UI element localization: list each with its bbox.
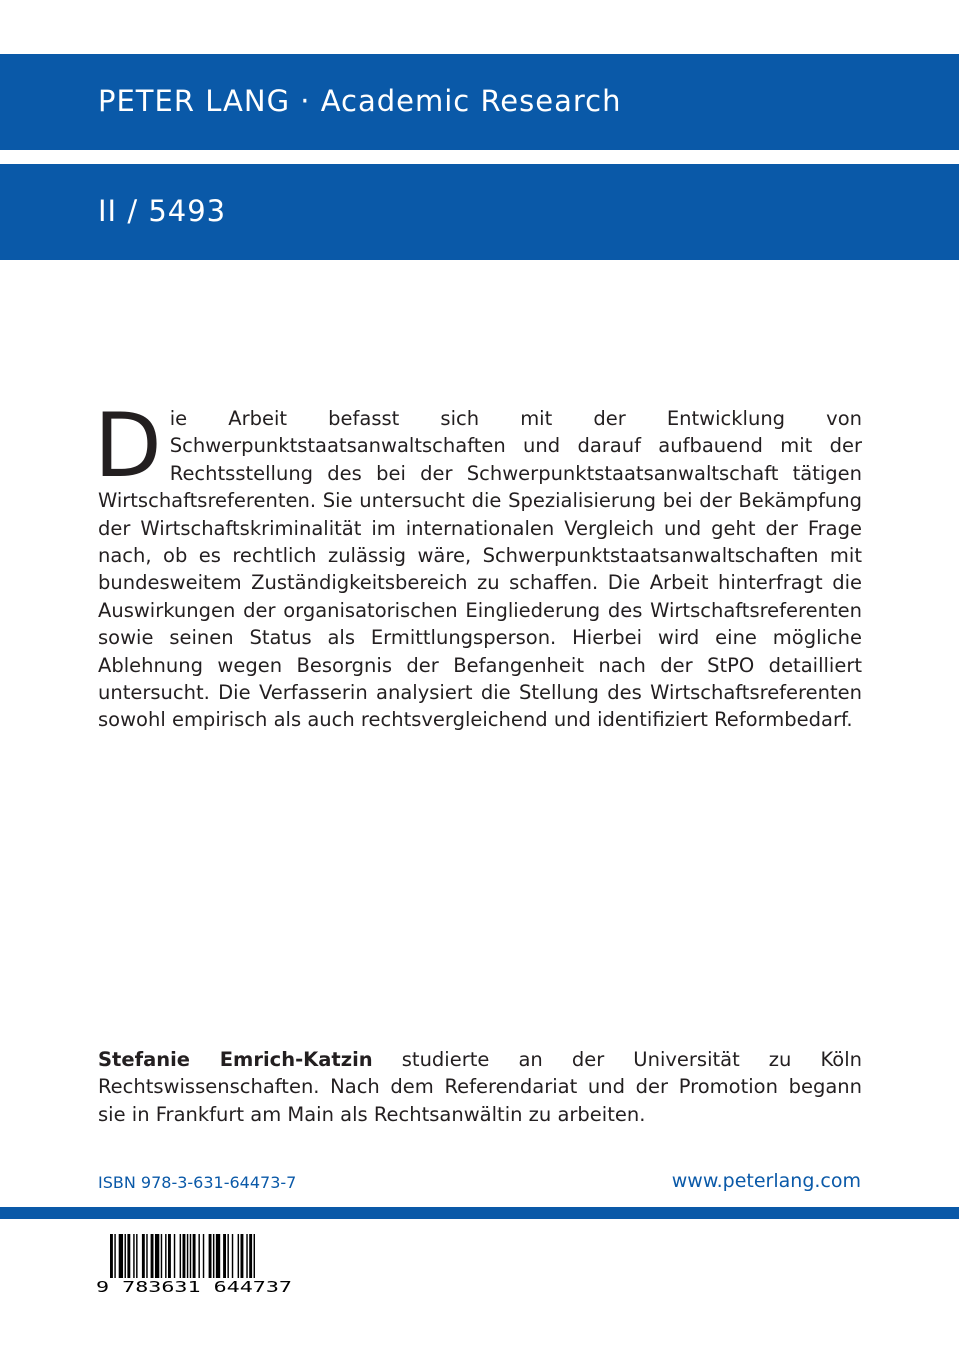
barcode-bar bbox=[161, 1234, 162, 1278]
barcode-bar bbox=[238, 1234, 239, 1278]
barcode-bar bbox=[249, 1234, 252, 1278]
series-title: PETER LANG · Academic Research bbox=[98, 84, 622, 118]
barcode-bar bbox=[168, 1234, 171, 1278]
barcode-bar bbox=[174, 1234, 175, 1278]
author-name: Stefanie Emrich-Katzin bbox=[98, 1048, 373, 1071]
barcode-bar bbox=[209, 1234, 212, 1278]
series-band bbox=[0, 54, 959, 150]
barcode-bar bbox=[232, 1234, 233, 1278]
barcode-bar bbox=[190, 1234, 191, 1278]
abstract-text bbox=[94, 394, 862, 734]
abstract-body: ie Arbeit befasst sich mit der Entwicklung von Schwerpunktstaatsanwaltschaften und darauf aufbauend mit der Rechtsstellung des bei der Schwerpunktstaatsanwaltschaft tätigen Wirtschaftsreferenten. Sie untersucht die Spezialisierung bei der Bekämpfung der Wirtschaftskriminalität im internationalen Vergleich und geht der Frage nach, ob es rechtlich zulässig wäre, Schwerpunktstaatsanwaltschaften mit bundesweitem Zuständigkeitsbereich zu schaffen. Die Arbeit hinterfragt die Auswirkungen der organisatorischen Eingliederung des Wirtschaftsreferenten sowie seinen Status als Ermittlungsperson. Hierbei wird eine mögliche Ablehnung wegen Besorgnis der Befangenheit nach der StPO detailliert untersucht. Die Verfasserin analysiert die Stellung des Wirtschaftsreferenten sowohl empirisch als auch rechtsvergleichend und identifiziert Reformbedarf. bbox=[98, 407, 862, 732]
isbn-label: ISBN 978-3-631-64473-7 bbox=[98, 1173, 297, 1192]
barcode-bar bbox=[146, 1234, 147, 1278]
website-link[interactable]: www.peterlang.com bbox=[671, 1170, 861, 1192]
barcode-bar bbox=[241, 1234, 244, 1278]
barcode-bar bbox=[180, 1234, 181, 1278]
barcode-bars bbox=[110, 1234, 255, 1278]
barcode-bar bbox=[114, 1234, 115, 1278]
bio-body: studierte an der Universität zu Köln Rechtswissenschaften. Nach dem Referendariat und der Promotion begann sie in Frankfurt am Main als Rechtsanwältin zu arbeiten. bbox=[98, 1048, 862, 1126]
barcode-bar bbox=[151, 1234, 154, 1278]
barcode-image bbox=[96, 1232, 296, 1296]
drop-cap: D bbox=[94, 394, 162, 497]
barcode-bar bbox=[213, 1234, 214, 1278]
barcode-digits: 9 783631 644737 bbox=[96, 1278, 292, 1296]
barcode-bar bbox=[227, 1234, 228, 1278]
barcode-bar bbox=[216, 1234, 220, 1278]
volume-band bbox=[0, 164, 959, 260]
barcode-bar bbox=[155, 1234, 159, 1278]
footer-rule bbox=[0, 1207, 959, 1219]
barcode-bar bbox=[110, 1234, 113, 1278]
barcode-bar bbox=[203, 1234, 204, 1278]
barcode-bar bbox=[246, 1234, 247, 1278]
barcode-bar bbox=[136, 1234, 137, 1278]
barcode-bar bbox=[127, 1234, 130, 1278]
barcode-bar bbox=[125, 1234, 126, 1278]
barcode-bar bbox=[165, 1234, 166, 1278]
volume-number: II / 5493 bbox=[98, 194, 227, 228]
author-bio bbox=[98, 1046, 862, 1128]
barcode-bar bbox=[142, 1234, 145, 1278]
barcode-bar bbox=[193, 1234, 196, 1278]
barcode-bar bbox=[133, 1234, 134, 1278]
barcode-bar bbox=[187, 1234, 188, 1278]
barcode-bar bbox=[183, 1234, 186, 1278]
barcode-bar bbox=[223, 1234, 226, 1278]
barcode-bar bbox=[198, 1234, 199, 1278]
barcode-bar bbox=[119, 1234, 123, 1278]
barcode-bar bbox=[254, 1234, 255, 1278]
